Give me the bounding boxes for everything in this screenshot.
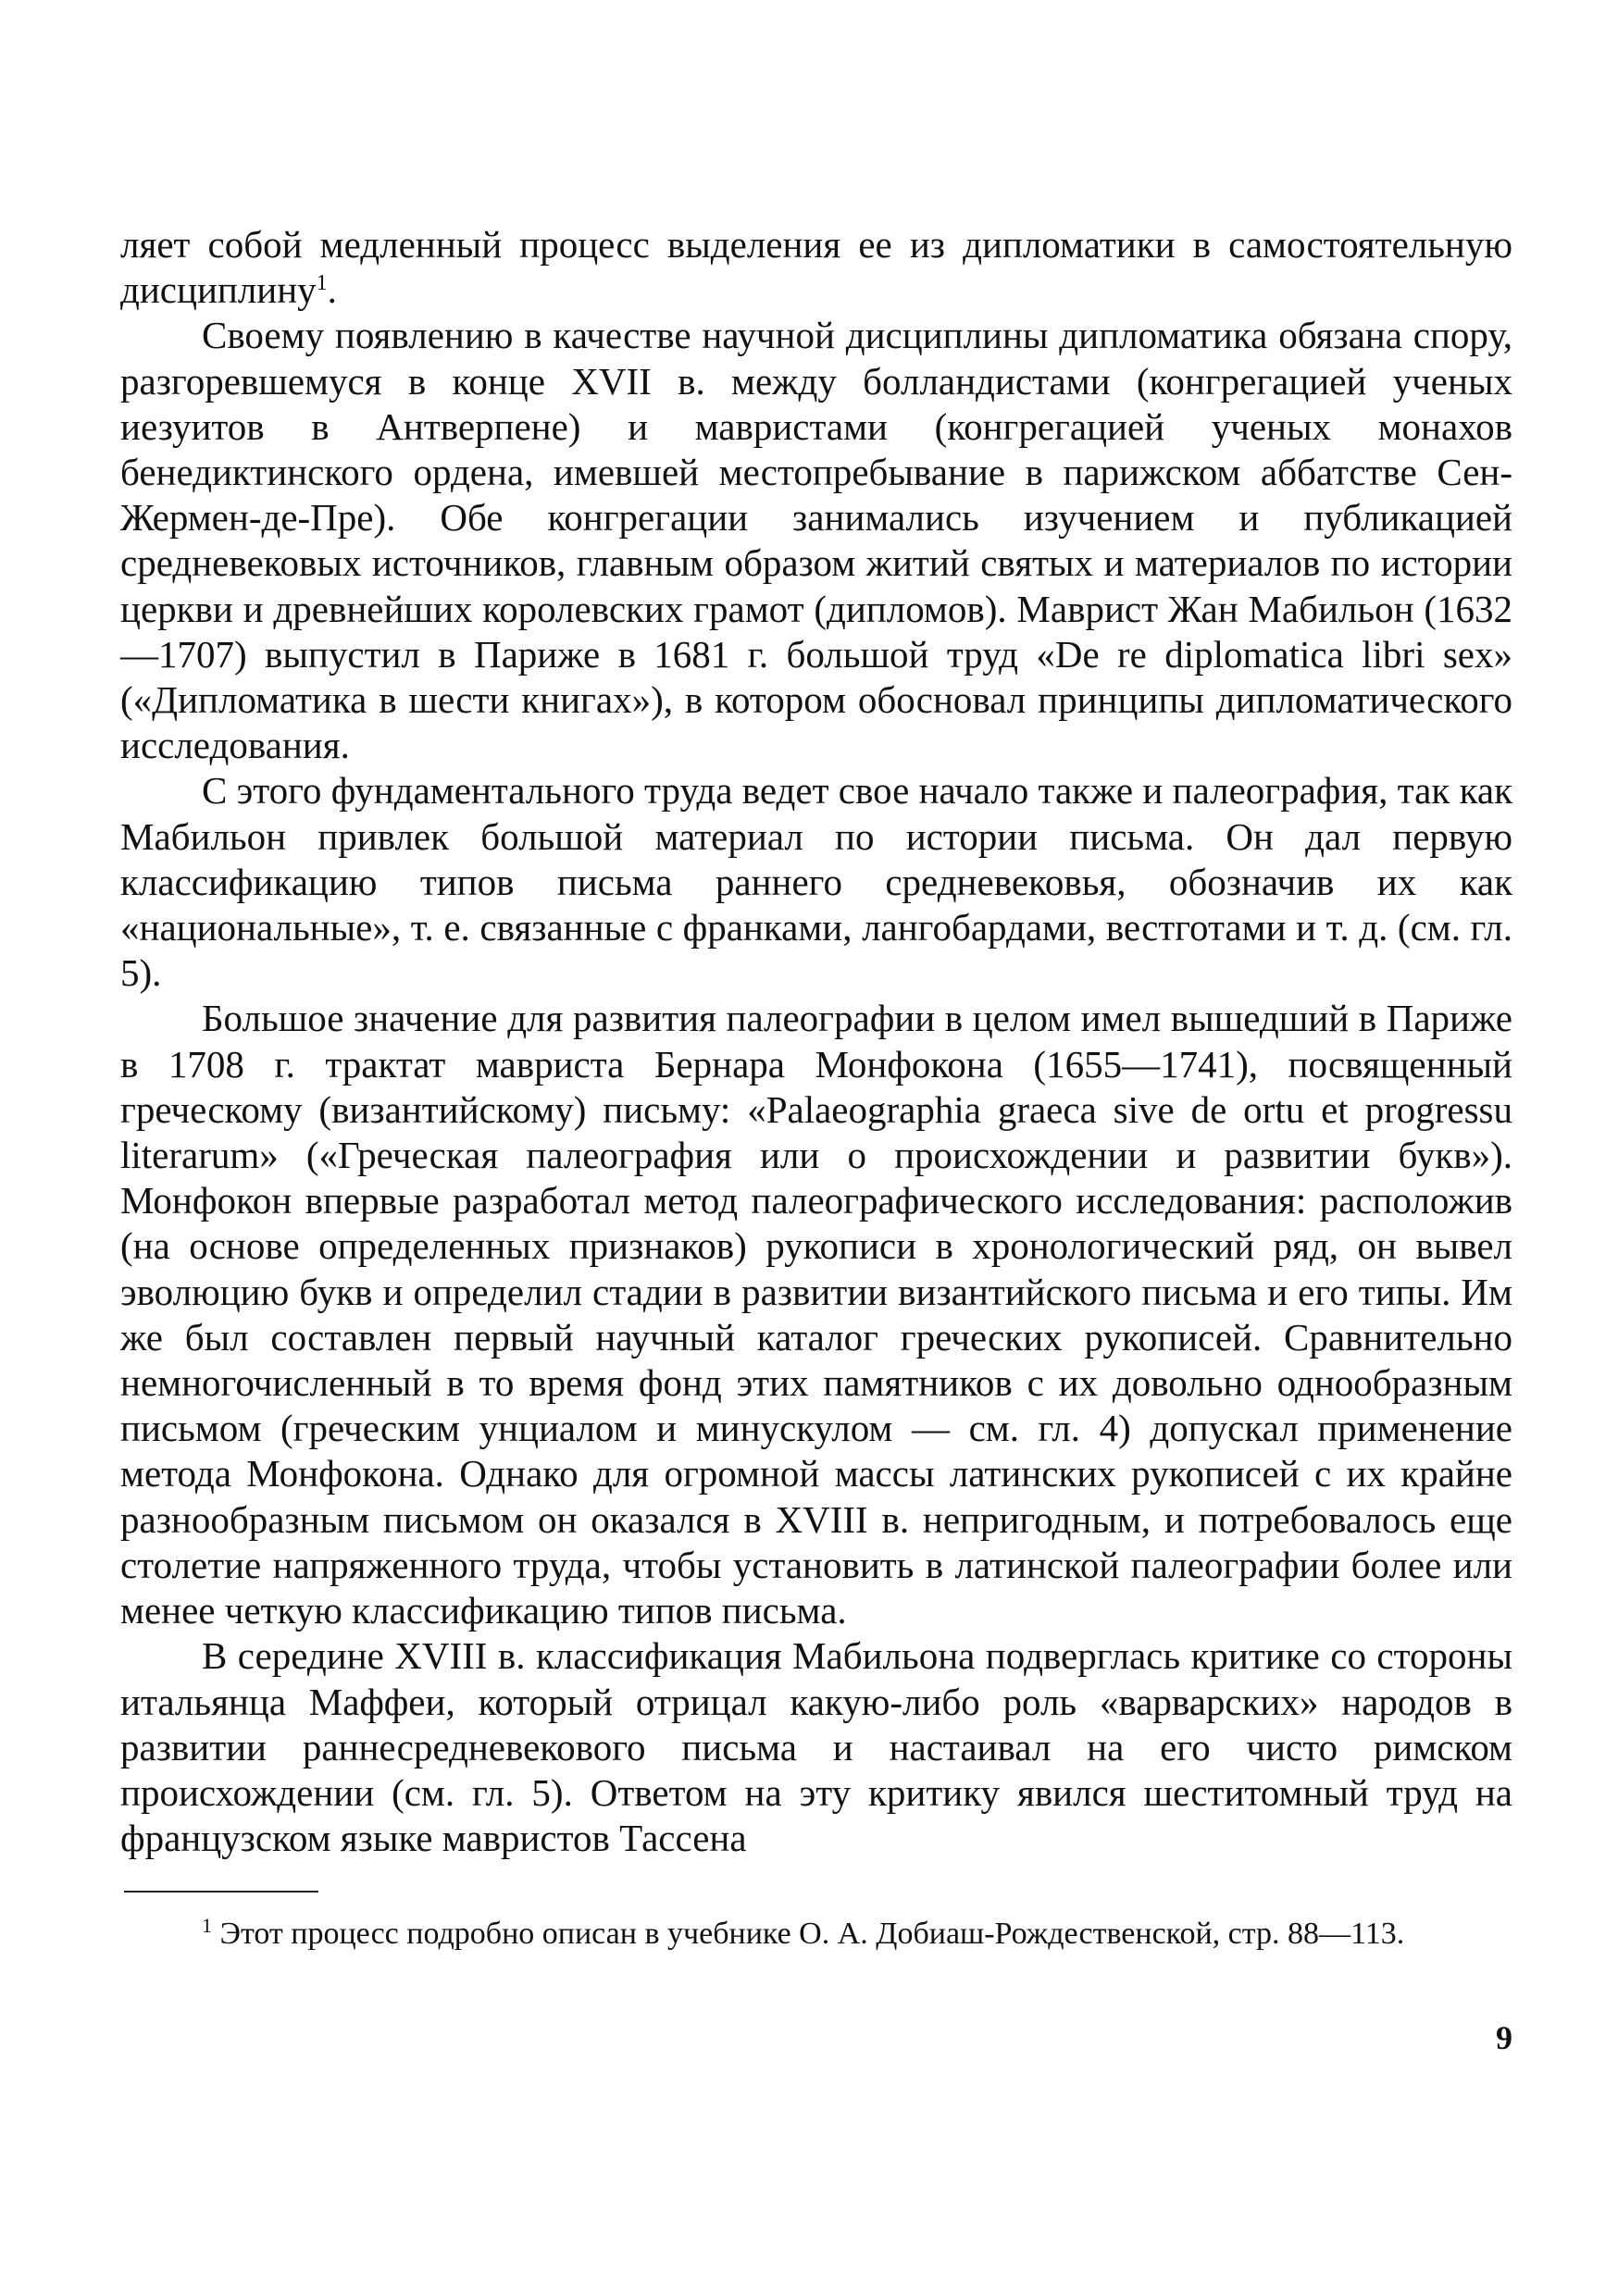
- footnote-number: 1: [202, 1914, 212, 1937]
- paragraph-1-tail: .: [327, 268, 337, 312]
- paragraph-1: [120, 222, 1512, 313]
- footnote-separator: [124, 1891, 318, 1893]
- footnote: [120, 1914, 1512, 1955]
- paragraph-5: В середине XVIII в. классификация Мабильона подверглась критике со стороны итальянца Маффеи, который отрицал какую-либо роль «варварских» народов в развитии раннесредневекового письма и настаивал на его чисто римском происхождении (см. гл. 5). Ответом на эту критику явился шеститомный труд на французском языке мавристов Тассена: [120, 1634, 1512, 1860]
- main-text: [120, 222, 1512, 1861]
- footnote-reference: 1: [316, 271, 328, 296]
- paragraph-4: Большое значение для развития палеографии в целом имел вышедший в Париже в 1708 г. трактат мавриста Бернара Монфокона (1655—1741), посвященный греческому (византийскому) письму: «Palaeographia graeca sive de ortu et progressu literarum» («Греческая палеография или о происхождении и развитии букв»). Монфокон впервые разработал метод палеографического исследования: расположив (на основе определенных признаков) рукописи в хронологический ряд, он вывел эволюцию букв и определил стадии в развитии византийского письма и его типы. Им же был составлен первый научный каталог греческих рукописей. Сравнительно немногочисленный в то время фонд этих памятников с их довольно однообразным письмом (греческим унциалом и минускулом — см. гл. 4) допускал применение метода Монфокона. Однако для огромной массы латинских рукописей с их крайне разнообразным письмом он оказался в XVIII в. непригодным, и потребовалось еще столетие напряженного труда, чтобы установить в латинской палеографии более или менее четкую классификацию типов письма.: [120, 997, 1512, 1632]
- page-number: 9: [1496, 2019, 1512, 2056]
- paragraph-3: С этого фундаментального труда ведет свое начало также и палеография, так как Мабильон привлек большой материал по истории письма. Он дал первую классификацию типов письма раннего средневековья, обозначив их как «национальные», т. е. связанные с франками, лангобардами, вестготами и т. д. (см. гл. 5).: [120, 769, 1512, 995]
- paragraph-1-text: ляет собой медленный процесс выделения ее из дипломатики в самостоятельную дисциплину: [120, 223, 1512, 312]
- footnote-text: Этот процесс подробно описан в учебнике О. А. Добиаш-Рождественской, стр. 88—113.: [219, 1917, 1405, 1951]
- paragraph-2: Своему появлению в качестве научной дисциплины дипломатика обязана спору, разгоревшемуся в конце XVII в. между болландистами (конгрегацией ученых иезуитов в Антверпене) и мавристами (конгрегацией ученых монахов бенедиктинского ордена, имевшей местопребывание в парижском аббатстве Сен-Жермен-де-Пре). Обе конгрегации занимались изучением и публикацией средневековых источников, главным образом житий святых и материалов по истории церкви и древнейших королевских грамот (дипломов). Маврист Жан Мабильон (1632—1707) выпустил в Париже в 1681 г. большой труд «De re diplomatica libri sex» («Дипломатика в шести книгах»), в котором обосновал принципы дипломатического исследования.: [120, 314, 1512, 767]
